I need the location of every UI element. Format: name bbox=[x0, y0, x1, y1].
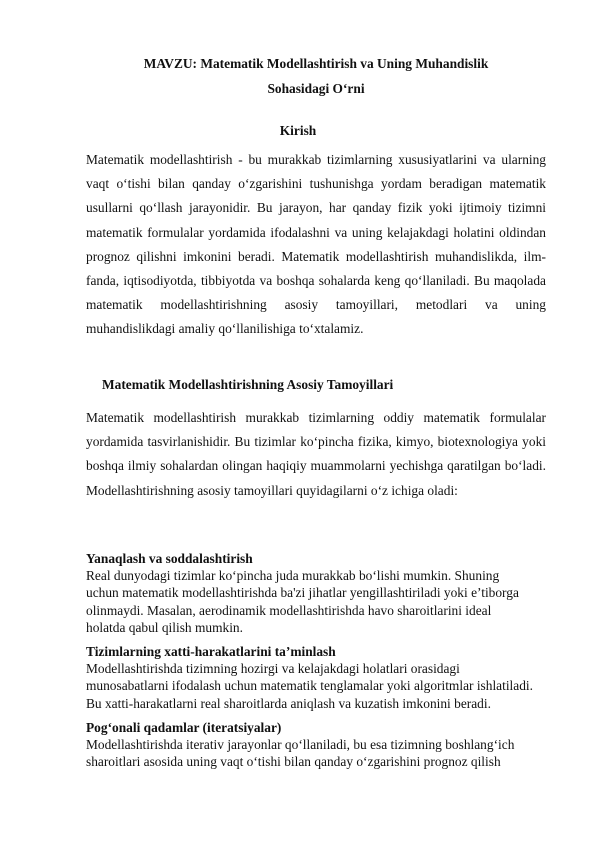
principle-heading: Yanaqlash va soddalashtirish bbox=[86, 551, 253, 566]
principle-line: sharoitlari asosida uning vaqt o‘tishi bilan qanday o‘zgarishini prognoz qilish bbox=[86, 754, 501, 770]
section-heading: Matematik Modellashtirishning Asosiy Tamoyillari bbox=[102, 377, 394, 392]
principle-heading: Pog‘onali qadamlar (iteratsiyalar) bbox=[86, 720, 282, 735]
document-title-line-2: Sohasidagi O‘rni bbox=[267, 81, 365, 96]
principle-line: munosabatlarni ifodalash uchun matematik tenglamalar yoki algoritmlar ishlatiladi. bbox=[86, 678, 533, 694]
principle-item bbox=[86, 550, 556, 636]
principle-line: Modellashtirishda iterativ jarayonlar qo‘llaniladi, bu esa tizimning boshlang‘ich bbox=[86, 737, 515, 753]
principle-line: Real dunyodagi tizimlar ko‘pincha juda murakkab bo‘lishi mumkin. Shuning bbox=[86, 568, 500, 584]
principle-line: Bu xatti-harakatlarni real sharoitlarda aniqlash va kuzatish imkonini beradi. bbox=[86, 695, 491, 711]
principle-line: Modellashtirishda tizimning hozirgi va kelajakdagi holatlari orasidagi bbox=[86, 661, 460, 677]
principle-item bbox=[86, 643, 556, 712]
principle-item bbox=[86, 719, 556, 771]
principle-line: uchun matematik modellashtirishda ba'zi jihatlar yengillashtiriladi yoki e’tiborga bbox=[86, 585, 519, 601]
document-title-line-1: MAVZU: Matematik Modellashtirish va Uning Muhandislik bbox=[143, 56, 489, 71]
principle-line: holatda qabul qilish mumkin. bbox=[86, 619, 243, 635]
intro-paragraph: Matematik modellashtirish - bu murakkab tizimlarning xususiyatlarini va ularning vaqt o‘tishi bilan qanday o‘zgarishini tushunishga yordam beradigan matematik usullarni qo‘llash jarayonidir. Bu jarayon, har qanday fizik yoki ijtimoiy tizimni matematik formulalar yordamida ifodalashni va uning kelajakdagi holatini oldindan prognoz qilishni imkonini beradi. Matematik modellashtirish muhandislikda, ilm-fanda, iqtisodiyotda, tibbiyotda va boshqa sohalarda keng qo‘llaniladi. Bu maqolada matematik modellashtirishning asosiy tamoyillari, metodlari va uning muhandislikdagi amaliy qo‘llanilishiga to‘xtalamiz. bbox=[86, 152, 546, 337]
intro-heading: Kirish bbox=[279, 123, 317, 138]
principle-heading: Tizimlarning xatti-harakatlarini ta’minlash bbox=[86, 644, 336, 659]
section-paragraph: Matematik modellashtirish murakkab tizimlarning oddiy matematik formulalar yordamida tasvirlanishidir. Bu tizimlar ko‘pincha fizika, kimyo, biotexnologiya yoki boshqa ilmiy sohalardan olingan haqiqiy muammolarni yechishga qaratilgan bo‘ladi. Modellashtirishning asosiy tamoyillari quyidagilarni o‘z ichiga oladi: bbox=[86, 410, 546, 498]
principle-line: olinmaydi. Masalan, aerodinamik modellashtirishda havo sharoitlarini ideal bbox=[86, 602, 492, 618]
